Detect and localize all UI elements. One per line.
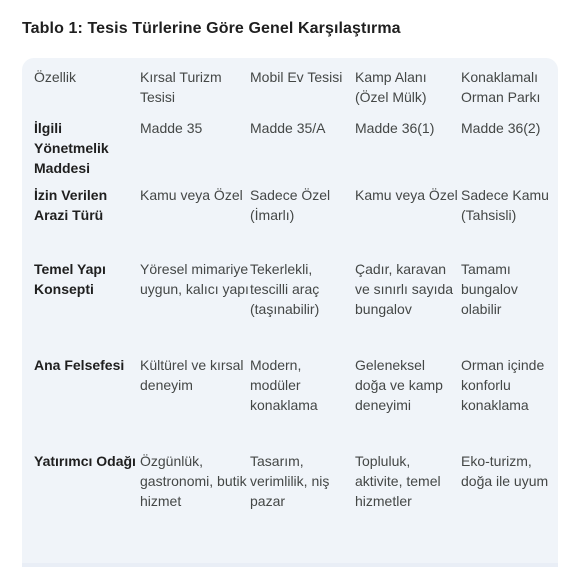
table-row [22, 181, 558, 255]
table-cell: Topluluk, aktivite, temel hizmetler [355, 453, 441, 509]
table-cell: Madde 36(1) [355, 120, 435, 136]
table-cell: Madde 35 [140, 120, 203, 136]
table-cell: Sadece Kamu (Tahsisli) [461, 187, 549, 223]
row-header: İzin Verilen Arazi Türü [34, 187, 108, 223]
table-row [22, 114, 558, 181]
table-cell: Eko-turizm, doğa ile uyum [461, 453, 549, 489]
row-header: Ana Felsefesi [34, 357, 125, 373]
table-cell: Modern, modüler konaklama [250, 357, 318, 413]
row-header: Temel Yapı Konsepti [34, 261, 106, 297]
table-cell: Kamu veya Özel [355, 187, 458, 203]
table-cell: Özgünlük, gastronomi, butik hizmet [140, 453, 247, 509]
column-header: Özellik [34, 69, 77, 85]
column-header: Konaklamalı Orman Parkı [461, 69, 541, 105]
row-header: İlgili Yönetmelik Maddesi [34, 120, 109, 176]
table-cell: Tamamı bungalov olabilir [461, 261, 518, 317]
table-cell: Tekerlekli, tescilli araç (taşınabilir) [250, 261, 320, 317]
table-cell: Sadece Özel (İmarlı) [250, 187, 331, 223]
table-cell: Madde 35/A [250, 120, 326, 136]
column-header: Mobil Ev Tesisi [250, 69, 343, 85]
column-header: Kamp Alanı (Özel Mülk) [355, 69, 427, 105]
table-cell: Kültürel ve kırsal deneyim [140, 357, 244, 393]
row-header: Yatırımcı Odağı [34, 453, 136, 469]
table-cell: Madde 36(2) [461, 120, 541, 136]
table-header-row [22, 58, 558, 114]
table-row [22, 351, 558, 447]
table-cell: Çadır, karavan ve sınırlı sayıda bungalov [355, 261, 454, 317]
table-row [22, 255, 558, 351]
table-cell: Geleneksel doğa ve kamp deneyimi [355, 357, 443, 413]
table-cell: Orman içinde konforlu konaklama [461, 357, 545, 413]
table-title: Tablo 1: Tesis Türlerine Göre Genel Karşılaştırma [22, 20, 401, 37]
table-row [22, 447, 558, 543]
table-cell: Yöresel mimariye uygun, kalıcı yapı [140, 261, 249, 297]
column-header: Kırsal Turizm Tesisi [140, 69, 222, 105]
table-cell: Kamu veya Özel [140, 187, 243, 203]
table-bottom-band [22, 563, 558, 567]
comparison-table-container [22, 58, 558, 567]
table-cell: Tasarım, verimlilik, niş pazar [250, 453, 330, 509]
comparison-table [22, 58, 558, 543]
